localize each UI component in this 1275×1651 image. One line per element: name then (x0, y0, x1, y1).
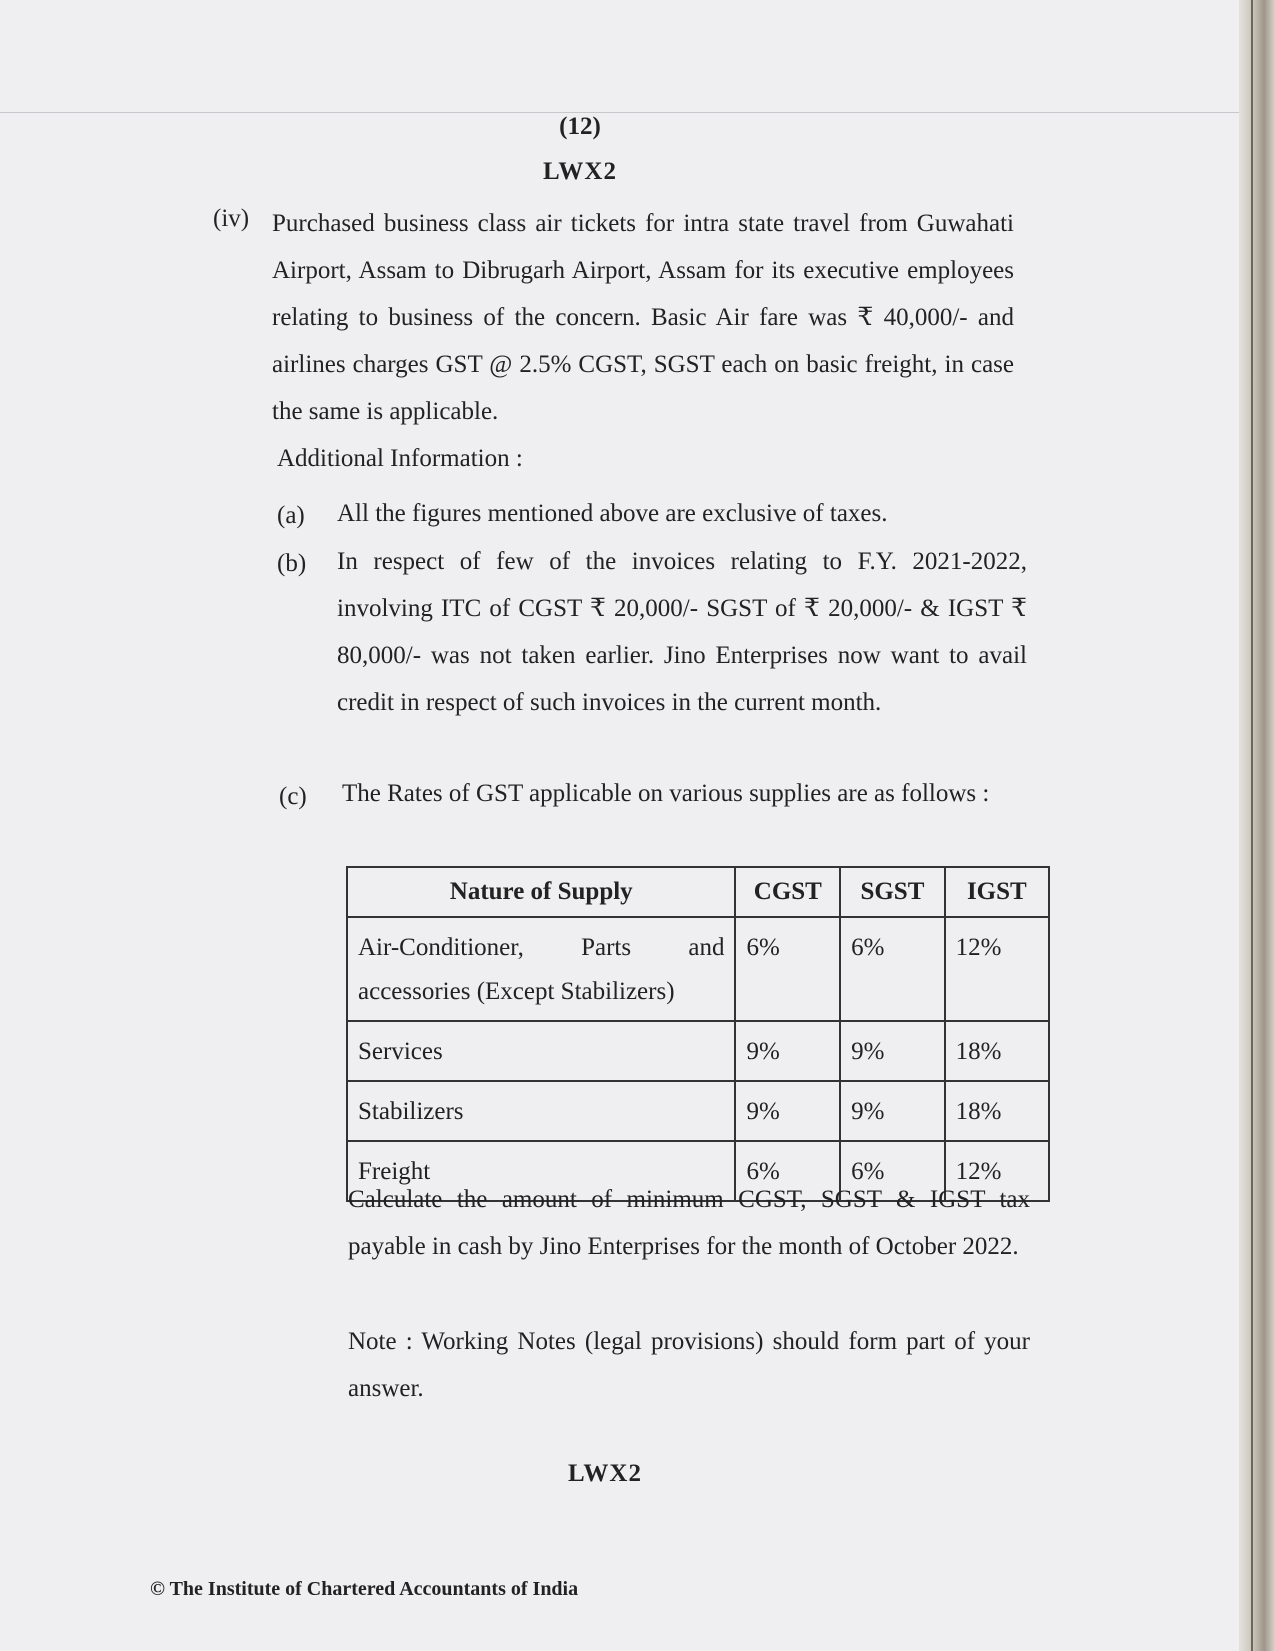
header-sgst: SGST (840, 867, 945, 917)
item-b-marker: (b) (277, 550, 307, 577)
page-number: (12) (559, 113, 601, 140)
table-row (347, 917, 1049, 1021)
table-row (347, 1081, 1049, 1141)
item-c-marker: (c) (279, 783, 307, 810)
cell-sgst: 6% (840, 1141, 945, 1201)
cell-cgst: 6% (735, 917, 840, 1021)
question-iv-text: Purchased business class air tickets for intra state travel from Guwahati Airport, Assam to Dibrugarh Airport, Assam for its executive employees relating to business of the concern. Basic Air fare was ₹ 40,000/- and airlines charges GST @ 2.5% CGST, SGST each on basic freight, in case the same is applicable. (272, 210, 1014, 425)
cell-nature: Stabilizers (347, 1081, 735, 1141)
scan-right-edge (1239, 0, 1275, 1651)
item-a-marker: (a) (277, 502, 305, 529)
cell-nature: Freight (347, 1141, 735, 1201)
cell-cgst: 9% (735, 1021, 840, 1081)
header-cgst: CGST (735, 867, 840, 917)
scan-right-edge-line (1251, 0, 1253, 1651)
header-nature-of-supply: Nature of Supply (347, 867, 735, 917)
cell-cgst: 9% (735, 1081, 840, 1141)
working-notes-note: Note : Working Notes (legal provisions) should form part of your answer. (348, 1328, 1030, 1402)
cell-igst: 12% (945, 917, 1049, 1021)
cell-sgst: 9% (840, 1081, 945, 1141)
cell-sgst: 9% (840, 1021, 945, 1081)
item-a-text: All the figures mentioned above are exclusive of taxes. (337, 500, 888, 527)
cell-nature: Air-Conditioner, Parts and accessories (Except Stabilizers) (347, 917, 735, 1021)
gst-rates-table (346, 866, 1050, 1202)
header-igst: IGST (945, 867, 1049, 917)
item-b-text: In respect of few of the invoices relating to F.Y. 2021-2022, involving ITC of CGST ₹ 20,000/- SGST of ₹ 20,000/- & IGST ₹ 80,000/- was not taken earlier. Jino Enterprises now want to avail credit in respect of such invoices in the current month. (337, 548, 1027, 716)
cell-cgst: 6% (735, 1141, 840, 1201)
cell-sgst: 6% (840, 917, 945, 1021)
table-header-row (347, 867, 1049, 917)
table-row (347, 1021, 1049, 1081)
paper-code-header: LWX2 (543, 158, 617, 185)
paper-code-footer: LWX2 (568, 1460, 642, 1487)
cell-nature: Services (347, 1021, 735, 1081)
cell-igst: 12% (945, 1141, 1049, 1201)
additional-information-heading: Additional Information : (277, 445, 523, 472)
scan-top-edge (0, 112, 1240, 113)
cell-igst: 18% (945, 1081, 1049, 1141)
item-c-text: The Rates of GST applicable on various supplies are as follows : (342, 780, 990, 807)
cell-igst: 18% (945, 1021, 1049, 1081)
question-iv-marker: (iv) (213, 205, 250, 232)
copyright-notice: © The Institute of Chartered Accountants of India (150, 1578, 579, 1600)
calculation-instruction: Calculate the amount of minimum CGST, SGST & IGST tax payable in cash by Jino Enterprises for the month of October 2022. (348, 1186, 1030, 1260)
